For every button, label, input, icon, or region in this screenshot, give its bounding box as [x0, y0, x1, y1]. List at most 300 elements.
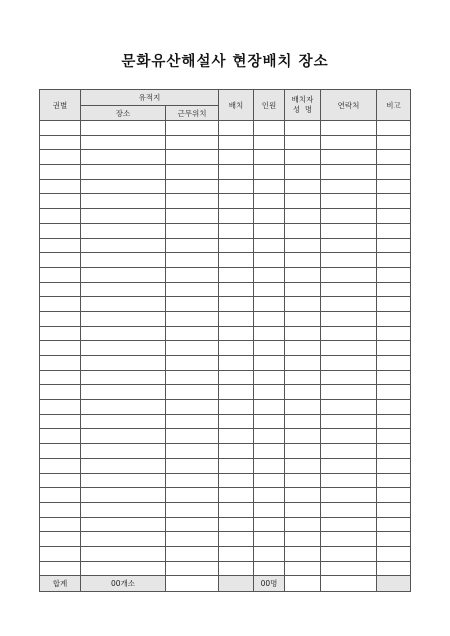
header-assignee-line2: 성 명 — [292, 105, 313, 114]
table-row — [40, 282, 411, 297]
table-cell — [219, 517, 254, 532]
table-cell — [40, 561, 81, 576]
table-cell — [321, 546, 377, 561]
table-cell — [285, 444, 321, 459]
table-cell — [40, 121, 81, 136]
table-cell — [254, 429, 285, 444]
table-cell — [40, 311, 81, 326]
table-cell — [285, 311, 321, 326]
table-cell — [254, 282, 285, 297]
table-cell — [81, 444, 166, 459]
table-cell — [40, 150, 81, 165]
table-cell — [377, 326, 411, 341]
table-cell — [285, 370, 321, 385]
table-cell — [166, 356, 219, 371]
placement-table — [39, 89, 411, 592]
table-row — [40, 473, 411, 488]
table-cell — [377, 223, 411, 238]
table-row — [40, 165, 411, 180]
table-cell — [219, 385, 254, 400]
table-cell — [377, 121, 411, 136]
table-cell — [81, 532, 166, 547]
table-cell — [285, 282, 321, 297]
table-row — [40, 488, 411, 503]
table-cell — [219, 400, 254, 415]
table-cell — [254, 311, 285, 326]
table-cell — [254, 121, 285, 136]
table-cell — [219, 444, 254, 459]
table-cell — [254, 385, 285, 400]
table-cell — [219, 546, 254, 561]
table-cell — [166, 223, 219, 238]
table-cell — [40, 297, 81, 312]
table-cell — [219, 121, 254, 136]
table-cell — [219, 135, 254, 150]
table-cell — [166, 414, 219, 429]
table-cell — [377, 311, 411, 326]
table-cell — [81, 385, 166, 400]
table-cell — [254, 414, 285, 429]
table-cell — [81, 150, 166, 165]
table-cell — [377, 135, 411, 150]
table-row — [40, 502, 411, 517]
table-cell — [81, 165, 166, 180]
table-cell — [254, 532, 285, 547]
table-cell — [81, 429, 166, 444]
table-cell — [321, 311, 377, 326]
table-cell — [40, 135, 81, 150]
table-cell — [219, 209, 254, 224]
table-cell — [377, 517, 411, 532]
table-cell — [166, 297, 219, 312]
table-cell — [321, 444, 377, 459]
table-cell — [321, 370, 377, 385]
table-row — [40, 311, 411, 326]
table-cell — [321, 326, 377, 341]
table-cell — [377, 400, 411, 415]
table-row — [40, 385, 411, 400]
table-cell — [377, 150, 411, 165]
table-cell — [219, 150, 254, 165]
table-cell — [166, 458, 219, 473]
table-cell — [254, 223, 285, 238]
table-cell — [321, 238, 377, 253]
table-cell — [377, 370, 411, 385]
table-cell — [40, 488, 81, 503]
table-cell — [254, 194, 285, 209]
total-personnel-count: 00명 — [254, 576, 285, 592]
table-cell — [377, 385, 411, 400]
header-personnel: 인원 — [254, 90, 285, 121]
total-blank — [166, 576, 219, 592]
table-cell — [377, 282, 411, 297]
table-cell — [166, 253, 219, 268]
table-cell — [254, 488, 285, 503]
table-row — [40, 121, 411, 136]
total-row — [40, 576, 411, 592]
table-row — [40, 253, 411, 268]
table-cell — [40, 194, 81, 209]
table-row — [40, 209, 411, 224]
table-cell — [285, 473, 321, 488]
table-row — [40, 297, 411, 312]
table-cell — [166, 444, 219, 459]
table-cell — [40, 356, 81, 371]
header-site-group: 유적지 — [81, 90, 219, 106]
table-cell — [219, 458, 254, 473]
table-row — [40, 517, 411, 532]
table-cell — [321, 267, 377, 282]
table-cell — [81, 370, 166, 385]
table-cell — [321, 194, 377, 209]
table-cell — [166, 385, 219, 400]
table-cell — [285, 223, 321, 238]
table-cell — [321, 458, 377, 473]
table-cell — [377, 488, 411, 503]
table-cell — [254, 209, 285, 224]
table-cell — [377, 297, 411, 312]
table-cell — [81, 473, 166, 488]
table-cell — [81, 356, 166, 371]
total-blank — [321, 576, 377, 592]
table-cell — [81, 488, 166, 503]
header-assignee-line1: 배치자 — [291, 95, 314, 104]
table-row — [40, 238, 411, 253]
table-cell — [219, 488, 254, 503]
table-cell — [285, 150, 321, 165]
table-cell — [81, 326, 166, 341]
table-cell — [377, 341, 411, 356]
table-cell — [166, 135, 219, 150]
table-cell — [40, 238, 81, 253]
table-cell — [40, 473, 81, 488]
table-cell — [166, 209, 219, 224]
table-cell — [81, 400, 166, 415]
table-cell — [254, 473, 285, 488]
table-cell — [81, 282, 166, 297]
table-cell — [81, 194, 166, 209]
table-cell — [254, 400, 285, 415]
total-blank — [285, 576, 321, 592]
table-cell — [40, 444, 81, 459]
table-row — [40, 341, 411, 356]
table-cell — [254, 502, 285, 517]
table-cell — [166, 194, 219, 209]
table-cell — [321, 135, 377, 150]
table-cell — [254, 341, 285, 356]
header-row-1 — [40, 90, 411, 106]
table-cell — [254, 370, 285, 385]
table-cell — [285, 165, 321, 180]
table-cell — [166, 150, 219, 165]
table-cell — [254, 326, 285, 341]
table-cell — [321, 385, 377, 400]
table-cell — [285, 297, 321, 312]
table-cell — [321, 165, 377, 180]
table-cell — [254, 238, 285, 253]
table-row — [40, 223, 411, 238]
table-row — [40, 179, 411, 194]
table-cell — [81, 209, 166, 224]
table-cell — [40, 165, 81, 180]
table-cell — [254, 267, 285, 282]
total-blank — [377, 576, 411, 592]
table-cell — [219, 532, 254, 547]
table-cell — [81, 458, 166, 473]
table-cell — [377, 561, 411, 576]
table-cell — [377, 444, 411, 459]
table-cell — [321, 209, 377, 224]
table-row — [40, 356, 411, 371]
table-cell — [321, 473, 377, 488]
table-cell — [321, 150, 377, 165]
table-cell — [81, 253, 166, 268]
table-cell — [40, 458, 81, 473]
table-cell — [219, 311, 254, 326]
table-cell — [219, 165, 254, 180]
table-cell — [40, 517, 81, 532]
table-cell — [219, 253, 254, 268]
table-cell — [254, 444, 285, 459]
table-cell — [81, 414, 166, 429]
table-cell — [219, 179, 254, 194]
table-cell — [166, 488, 219, 503]
table-cell — [285, 400, 321, 415]
table-cell — [81, 341, 166, 356]
table-row — [40, 326, 411, 341]
table-cell — [40, 326, 81, 341]
table-cell — [377, 356, 411, 371]
table-cell — [285, 341, 321, 356]
page-title: 문화유산해설사 현장배치 장소 — [121, 53, 329, 70]
table-cell — [285, 267, 321, 282]
table-cell — [166, 502, 219, 517]
table-cell — [377, 473, 411, 488]
table-cell — [219, 370, 254, 385]
table-row — [40, 546, 411, 561]
table-cell — [321, 223, 377, 238]
table-cell — [219, 502, 254, 517]
table-cell — [166, 341, 219, 356]
table-cell — [377, 238, 411, 253]
table-cell — [219, 473, 254, 488]
table-cell — [285, 488, 321, 503]
table-cell — [166, 517, 219, 532]
table-cell — [219, 194, 254, 209]
table-cell — [40, 429, 81, 444]
table-cell — [285, 502, 321, 517]
table-cell — [81, 502, 166, 517]
table-cell — [377, 502, 411, 517]
header-place: 장소 — [81, 106, 166, 121]
table-cell — [285, 385, 321, 400]
table-cell — [166, 473, 219, 488]
table-cell — [321, 341, 377, 356]
table-cell — [377, 253, 411, 268]
table-cell — [166, 121, 219, 136]
table-row — [40, 135, 411, 150]
table-cell — [166, 370, 219, 385]
table-row — [40, 458, 411, 473]
table-cell — [321, 356, 377, 371]
table-cell — [219, 561, 254, 576]
table-cell — [285, 517, 321, 532]
table-cell — [377, 532, 411, 547]
table-cell — [219, 341, 254, 356]
table-cell — [254, 561, 285, 576]
total-place-count: 00개소 — [81, 576, 166, 592]
table-cell — [40, 209, 81, 224]
table-row — [40, 429, 411, 444]
table-cell — [40, 532, 81, 547]
table-cell — [321, 502, 377, 517]
table-cell — [166, 238, 219, 253]
table-cell — [40, 400, 81, 415]
table-cell — [321, 297, 377, 312]
table-row — [40, 532, 411, 547]
table-cell — [40, 414, 81, 429]
table-cell — [81, 546, 166, 561]
table-cell — [254, 546, 285, 561]
header-contact: 연락처 — [321, 90, 377, 121]
table-cell — [254, 135, 285, 150]
table-row — [40, 444, 411, 459]
table-cell — [254, 165, 285, 180]
table-cell — [285, 429, 321, 444]
table-cell — [40, 370, 81, 385]
table-cell — [321, 282, 377, 297]
table-cell — [81, 179, 166, 194]
table-cell — [219, 238, 254, 253]
table-cell — [285, 209, 321, 224]
table-cell — [81, 238, 166, 253]
table-cell — [321, 400, 377, 415]
header-remarks: 비고 — [377, 90, 411, 121]
table-cell — [285, 561, 321, 576]
table-cell — [285, 326, 321, 341]
table-cell — [166, 546, 219, 561]
table-cell — [166, 165, 219, 180]
header-region: 권별 — [40, 90, 81, 121]
table-cell — [321, 488, 377, 503]
header-work-location: 근무위치 — [166, 106, 219, 121]
table-cell — [166, 326, 219, 341]
table-cell — [81, 297, 166, 312]
table-cell — [285, 121, 321, 136]
table-cell — [40, 282, 81, 297]
table-cell — [166, 429, 219, 444]
table-cell — [254, 458, 285, 473]
table-cell — [285, 253, 321, 268]
table-cell — [166, 532, 219, 547]
table-cell — [285, 546, 321, 561]
table-cell — [219, 282, 254, 297]
table-cell — [81, 561, 166, 576]
table-cell — [321, 561, 377, 576]
total-label: 합계 — [40, 576, 81, 592]
table-row — [40, 267, 411, 282]
table-cell — [40, 341, 81, 356]
table-cell — [40, 546, 81, 561]
table-cell — [254, 297, 285, 312]
total-blank — [219, 576, 254, 592]
table-cell — [321, 253, 377, 268]
table-cell — [285, 356, 321, 371]
table-cell — [377, 414, 411, 429]
table-cell — [377, 267, 411, 282]
table-cell — [377, 429, 411, 444]
header-assignee — [285, 90, 321, 121]
table-cell — [40, 223, 81, 238]
table-row — [40, 150, 411, 165]
table-cell — [254, 253, 285, 268]
table-cell — [166, 267, 219, 282]
table-cell — [81, 311, 166, 326]
table-cell — [285, 458, 321, 473]
table-cell — [377, 546, 411, 561]
table-cell — [219, 297, 254, 312]
table-cell — [166, 400, 219, 415]
table-row — [40, 561, 411, 576]
table-cell — [40, 267, 81, 282]
table-cell — [40, 502, 81, 517]
table-cell — [321, 121, 377, 136]
table-cell — [40, 253, 81, 268]
table-cell — [254, 517, 285, 532]
table-cell — [81, 267, 166, 282]
table-cell — [81, 135, 166, 150]
table-cell — [219, 429, 254, 444]
table-cell — [321, 532, 377, 547]
table-cell — [219, 267, 254, 282]
table-cell — [285, 532, 321, 547]
table-cell — [285, 179, 321, 194]
table-cell — [81, 223, 166, 238]
table-cell — [377, 458, 411, 473]
table-cell — [81, 517, 166, 532]
table-cell — [166, 282, 219, 297]
table-row — [40, 370, 411, 385]
table-cell — [377, 165, 411, 180]
table-cell — [285, 194, 321, 209]
table-row — [40, 194, 411, 209]
table-cell — [377, 179, 411, 194]
table-cell — [219, 326, 254, 341]
table-cell — [285, 414, 321, 429]
table-cell — [254, 179, 285, 194]
table-cell — [40, 385, 81, 400]
table-cell — [254, 150, 285, 165]
table-cell — [377, 209, 411, 224]
table-cell — [219, 414, 254, 429]
table-cell — [377, 194, 411, 209]
table-cell — [321, 517, 377, 532]
table-cell — [285, 238, 321, 253]
table-cell — [166, 311, 219, 326]
header-placement: 배치 — [219, 90, 254, 121]
table-cell — [321, 179, 377, 194]
table-cell — [285, 135, 321, 150]
table-cell — [166, 179, 219, 194]
table-cell — [81, 121, 166, 136]
table-row — [40, 400, 411, 415]
table-cell — [219, 356, 254, 371]
table-cell — [254, 356, 285, 371]
table-cell — [166, 561, 219, 576]
table-cell — [40, 179, 81, 194]
table-row — [40, 414, 411, 429]
table-cell — [321, 429, 377, 444]
